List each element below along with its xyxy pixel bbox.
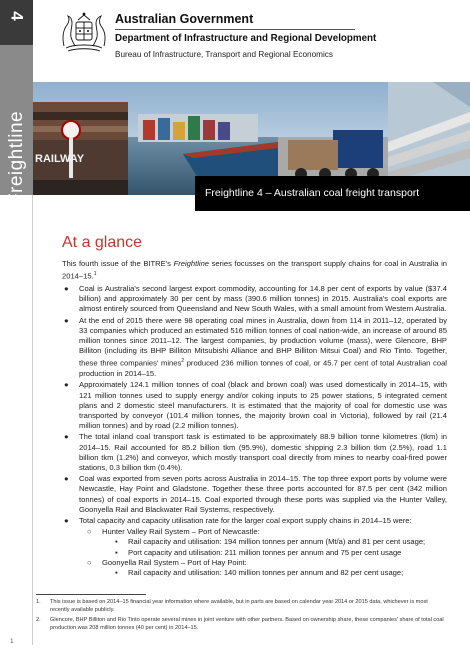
footnote-2: 2. Glencore, BHP Billiton and Rio Tinto operate several mines in joint venture with other partners. Based on ownership share, these companies' share of total coal production was 208 million tonnes (40 per cent) in 2014–15. [36, 617, 444, 631]
publication-title-box [0, 45, 33, 206]
page-number: 1 [10, 638, 14, 645]
bullet-icon: ● [64, 284, 69, 293]
intro-paragraph: This fourth issue of the BITRE's Freightline series focusses on the transport supply chains for coal in Australia in 2014–15.$^1$ [62, 259, 447, 281]
issue-number: 4 [7, 11, 27, 21]
square-bullet-icon: ▪ [115, 547, 118, 557]
section-heading: At a glance [62, 234, 143, 251]
square-bullet-icon: ▪ [115, 568, 118, 578]
sub-list-item: ○ Goonyella Rail System – Port of Hay Point: [87, 557, 247, 567]
header-rule [115, 29, 355, 30]
sub-sub-list-item: ▪ Rail capacity and utilisation: 194 million tonnes per annum (Mt/a) and 81 per cent usage; [115, 537, 426, 547]
series-name: Freightline [173, 259, 210, 268]
rail-sign: RAILWAY [35, 153, 85, 165]
issue-number-box [0, 0, 33, 45]
square-bullet-icon: ▪ [115, 537, 118, 547]
australian-coat-of-arms-icon [58, 10, 110, 54]
department-name: Department of Infrastructure and Regional Development [115, 33, 377, 44]
hollow-bullet-icon: ○ [87, 527, 92, 537]
publication-title: Freightline [6, 110, 27, 206]
list-item: ● At the end of 2015 there were 98 operating coal mines in Australia, down from 114 in 2011–12, operated by 33 companies which produced an estimated 516 million tonnes of coal nation-wide, an increase of around 85 million tonnes since 2011–12. The largest companies, by production volume (mass), were Glencore, BHP Billiton (including its BHP Billiton Mitsubishi Alliance and BHP Billiton Mitsui Coal) and Rio Tinto. Together, these three companies' mines$^2$ produced 236 million tonnes of coal, or 45.7 per cent of total Australian coal production in 2014–15. [64, 315, 447, 379]
hollow-bullet-icon: ○ [87, 557, 92, 567]
bullet-icon: ● [64, 432, 69, 442]
sub-sub-list-item: ▪ Port capacity and utilisation: 211 million tonnes per annum and 75 per cent usage [115, 547, 402, 557]
list-item: ● Approximately 124.1 million tonnes of coal (black and brown coal) was used domestically in 2014–15, with 121 million tonnes used to supply energy and/or coking inputs to 25 power stations, 5 integrated cement plans and 2 domestic steel manufacturers. It is estimated that the majority of coal for domestic use was transported by conveyor (101.4 million tonnes, the majority brown coal in Victoria), followed by rail (21.4 million tonnes) and by road (2.2 million tonnes). [64, 380, 447, 431]
banner-title: Freightline 4 – Australian coal freight transport [205, 187, 420, 199]
side-divider [32, 195, 33, 645]
bullet-icon: ● [64, 315, 69, 325]
sub-list-item: ○ Hunter Valley Rail System – Port of Newcastle: [87, 527, 260, 537]
government-name: Australian Government [115, 12, 254, 26]
list-item: ● Coal was exported from seven ports across Australia in 2014–15. The top three export ports by volume were Newcastle, Hay Point and Gladstone. Together these three ports accounted for 87.5 per cent (342 million tonnes) of coal exports in 2014–15. Coal exported through these ports was supplied via the Hunter Valley, Goonyella Rail and Blackwater Rail Systems, respectively. [64, 474, 447, 514]
bullet-icon: ● [64, 474, 69, 484]
list-item: ● Total capacity and capacity utilisation rate for the larger coal export supply chains in 2014–15 were: [64, 516, 412, 525]
bullet-list [62, 284, 447, 578]
bullet-icon: ● [64, 380, 69, 390]
list-item: ● The total inland coal transport task is estimated to be approximately 88.9 billion tonne kilometres (tkm) in 2014–15. Rail accounted for 85.2 billion tkm (95.9%), domestic shipping 2.3 billion tkm (2.5%), road 1.1 billion tkm (1.2%) and conveyor, which mostly transport coal directly from mines to nearby coal-fired power stations, 0.3 billion tkm (0.4%). [64, 432, 447, 472]
footnote-1: 1. This issue is based on 2014–15 financial year information where available, but in parts are based on calendar year 2014 or 2015 data, whichever is most recently available publicly. [36, 599, 428, 613]
sub-sub-list-item: ▪ Rail capacity and utilisation: 140 million tonnes per annum and 82 per cent usage; [115, 568, 404, 578]
footnote-ref-2[interactable]: 2 [181, 358, 185, 365]
side-band [0, 0, 33, 665]
list-item: ● Coal is Australia's second largest export commodity, accounting for 14.8 per cent of exports by value ($37.4 billion) and approximately 30 per cent by mass (390.6 million tonnes) in 2015. Australia's coal exports are almost entirely sourced from Queensland and New South Wales, with a small amount from Western Australia. [64, 284, 447, 314]
bureau-name: Bureau of Infrastructure, Transport and Regional Economics [115, 50, 333, 59]
bullet-icon: ● [64, 516, 69, 525]
footnote-rule [36, 594, 146, 595]
footnote-ref-1[interactable]: 1 [93, 271, 97, 278]
